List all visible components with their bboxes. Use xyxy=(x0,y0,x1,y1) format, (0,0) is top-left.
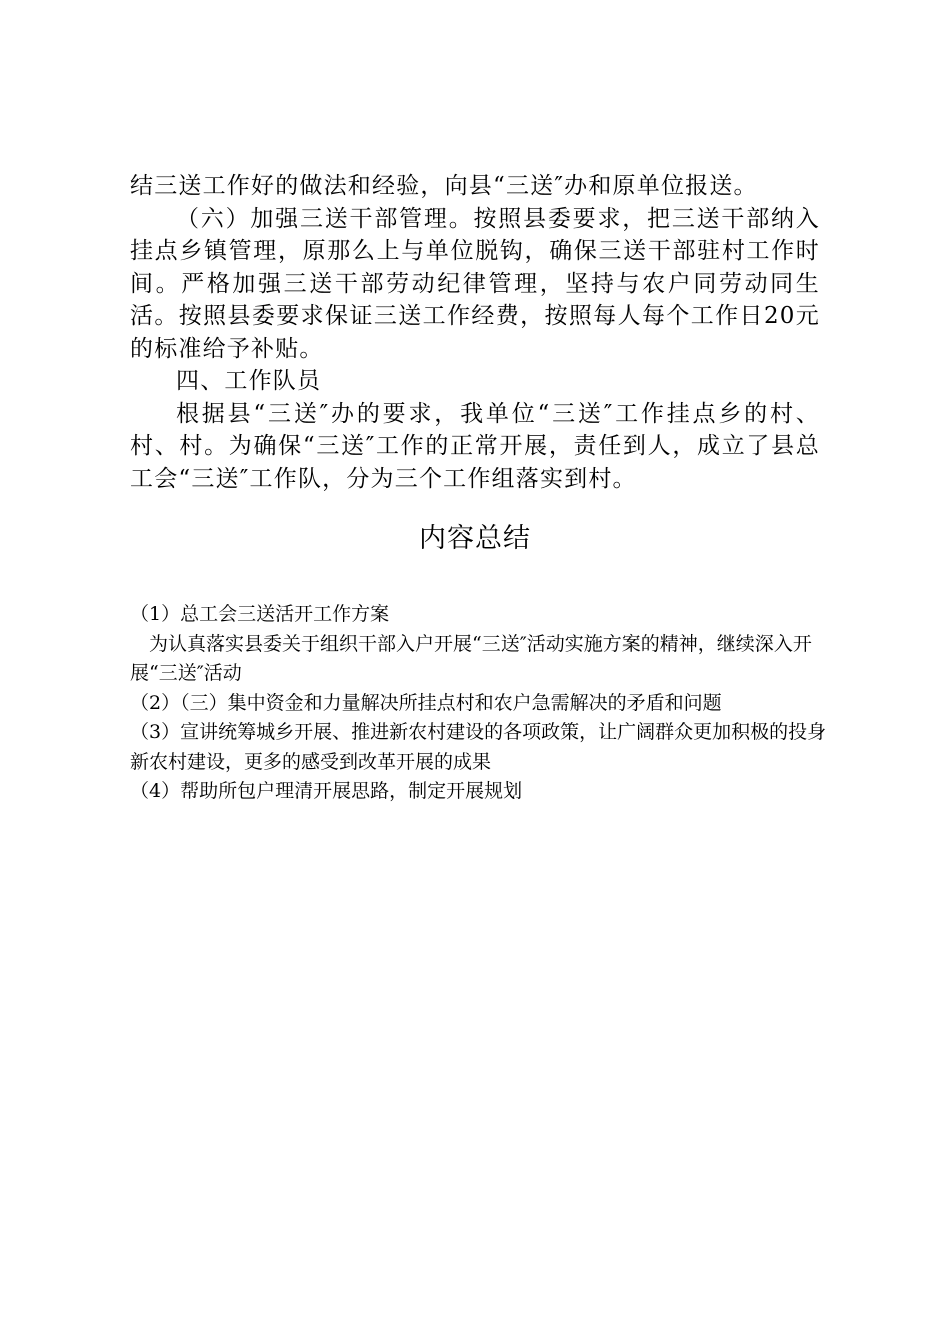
summary-item-1-detail: 为认真落实县委关于组织干部入户开展“三送″活动实施方案的精神，继续深入开展“三送″活动 xyxy=(130,632,812,684)
body-paragraph-section-six: （六）加强三送干部管理。按照县委要求，把三送干部纳入挂点乡镇管理，原那么上与单位脱钩，确保三送干部驻村工作时间。严格加强三送干部劳动纪律管理，坚持与农户同劳动同生活。按照县委要求保证三送工作经费，按照每人每个工作日20元的标准给予补贴。 xyxy=(130,205,820,362)
body-paragraph-continuation: 结三送工作好的做法和经验，向县“三送″办和原单位报送。 xyxy=(130,173,758,199)
section-heading-team-members: 四、工作队员 xyxy=(176,368,322,394)
summary-item-1: （1）总工会三送活开工作方案 xyxy=(130,603,390,625)
summary-list xyxy=(130,600,830,807)
body-paragraph-team: 根据县“三送″办的要求，我单位“三送″工作挂点乡的村、村、村。为确保“三送″工作的正常开展，责任到人，成立了县总工会“三送″工作队，分为三个工作组落实到村。 xyxy=(130,400,820,492)
summary-item-3: （3）宣讲统筹城乡开展、推进新农村建设的各项政策，让广阔群众更加积极的投身新农村建设，更多的感受到改革开展的成果 xyxy=(130,721,827,773)
summary-item-4: （4）帮助所包户理清开展思路，制定开展规划 xyxy=(130,780,523,802)
document-body xyxy=(130,170,820,495)
summary-title: 内容总结 xyxy=(419,523,531,554)
summary-item-2: （2）（三）集中资金和力量解决所挂点村和农户急需解决的矛盾和问题 xyxy=(130,691,722,714)
